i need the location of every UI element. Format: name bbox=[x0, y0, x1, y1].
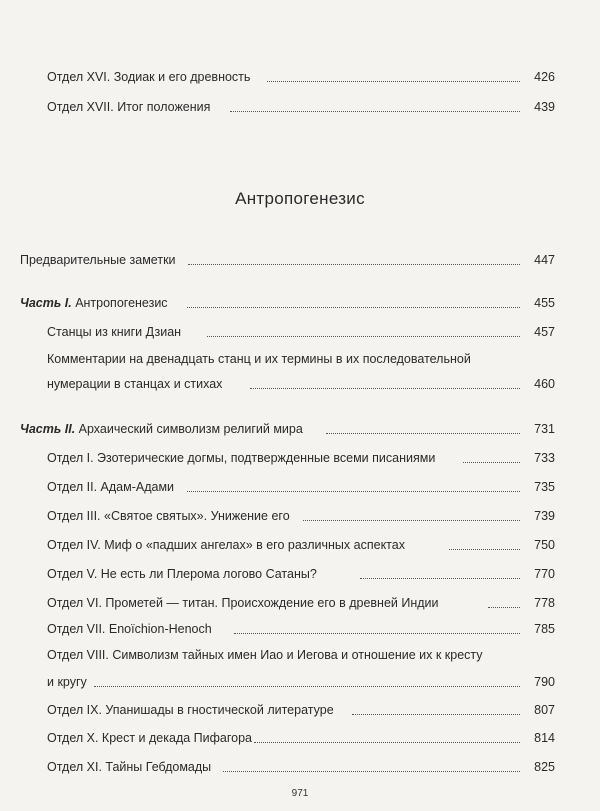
toc-entry-section-7 bbox=[0, 619, 600, 639]
toc-entry-section-3 bbox=[0, 506, 600, 526]
toc-page-number: 814 bbox=[534, 731, 555, 745]
toc-entry-section-4 bbox=[0, 535, 600, 555]
toc-entry-title: Отдел XVII. Итог положения bbox=[47, 100, 211, 114]
toc-page-number: 457 bbox=[534, 325, 555, 339]
toc-entry-first-line: Комментарии на двенадцать станц и их термины в их последовательной bbox=[47, 352, 471, 366]
toc-entry-title: Отдел VII. Enoïchion-Henoch bbox=[47, 622, 212, 636]
toc-page-number: 455 bbox=[534, 296, 555, 310]
toc-entry-title: Отдел I. Эзотерические догмы, подтвержденные всеми писаниями bbox=[47, 451, 436, 465]
dot-leader bbox=[187, 490, 520, 492]
toc-entry-section-2 bbox=[0, 477, 600, 497]
section-heading: Антропогенезис bbox=[235, 189, 365, 208]
toc-page-number: 750 bbox=[534, 538, 555, 552]
toc-entry-part-2 bbox=[0, 419, 600, 439]
dot-leader bbox=[360, 577, 520, 579]
dot-leader bbox=[326, 432, 520, 434]
dot-leader bbox=[250, 387, 520, 389]
toc-entry-stanzas bbox=[0, 322, 600, 342]
toc-entry-title: Отдел XI. Тайны Гебдомады bbox=[47, 760, 212, 774]
page-folio-number: 971 bbox=[291, 788, 309, 799]
part-label: Часть I. bbox=[20, 296, 72, 310]
dot-leader bbox=[352, 713, 520, 715]
toc-page-number: 733 bbox=[534, 451, 555, 465]
dot-leader bbox=[187, 306, 520, 308]
toc-entry-first-line: Отдел VIII. Символизм тайных имен Иао и Иегова и отношение их к кресту bbox=[47, 648, 483, 662]
toc-entry-section-16 bbox=[0, 67, 600, 87]
dot-leader bbox=[303, 519, 520, 521]
toc-page-number: 731 bbox=[534, 422, 555, 436]
toc-page-number: 770 bbox=[534, 567, 555, 581]
toc-entry-section-11 bbox=[0, 757, 600, 777]
toc-page-number: 735 bbox=[534, 480, 555, 494]
toc-page-number: 807 bbox=[534, 703, 555, 717]
toc-entry-section-8 bbox=[0, 672, 600, 692]
dot-leader bbox=[230, 110, 520, 112]
toc-page-number: 825 bbox=[534, 760, 555, 774]
dot-leader bbox=[223, 770, 520, 772]
toc-entry-title: и кругу bbox=[47, 675, 87, 689]
toc-page-number: 447 bbox=[534, 253, 555, 267]
dot-leader bbox=[254, 741, 520, 743]
toc-entry-commentaries bbox=[0, 374, 600, 394]
part-title: Антропогенезис bbox=[71, 296, 168, 310]
toc-page-number: 778 bbox=[534, 596, 555, 610]
toc-entry-title: Отдел VI. Прометей — титан. Происхождение его в древней Индии bbox=[47, 596, 439, 610]
dot-leader bbox=[449, 548, 520, 550]
toc-page-number: 426 bbox=[534, 70, 555, 84]
dot-leader bbox=[267, 80, 520, 82]
toc-entry-title: Отдел XVI. Зодиак и его древность bbox=[47, 70, 251, 84]
toc-entry-title bbox=[20, 419, 303, 439]
dot-leader bbox=[188, 263, 520, 265]
toc-entry-section-10 bbox=[0, 728, 600, 748]
toc-entry-section-17 bbox=[0, 97, 600, 117]
toc-entry-section-9 bbox=[0, 700, 600, 720]
toc-page-number: 460 bbox=[534, 377, 555, 391]
part-title: Архаический символизм религий мира bbox=[75, 422, 303, 436]
toc-entry-title: Отдел II. Адам-Адами bbox=[47, 480, 175, 494]
toc-entry-title: Отдел IV. Миф о «падших ангелах» в его различных аспектах bbox=[47, 538, 405, 552]
toc-page-number: 790 bbox=[534, 675, 555, 689]
toc-entry-preliminary-notes bbox=[0, 250, 600, 270]
toc-entry-title: нумерации в станцах и стихах bbox=[47, 377, 223, 391]
toc-entry-section-1 bbox=[0, 448, 600, 468]
toc-entry-section-6 bbox=[0, 593, 600, 613]
dot-leader bbox=[94, 685, 520, 687]
toc-entry-title bbox=[20, 293, 168, 313]
toc-entry-title: Отдел X. Крест и декада Пифагора bbox=[47, 731, 253, 745]
toc-page-number: 785 bbox=[534, 622, 555, 636]
toc-entry-title: Отдел V. Не есть ли Плерома логово Сатаны? bbox=[47, 567, 317, 581]
toc-entry-title: Отдел III. «Святое святых». Унижение его bbox=[47, 509, 290, 523]
dot-leader bbox=[207, 335, 520, 337]
toc-entry-title: Отдел IX. Упанишады в гностической литературе bbox=[47, 703, 334, 717]
part-label: Часть II. bbox=[20, 422, 76, 436]
dot-leader bbox=[463, 461, 520, 463]
toc-entry-title: Станцы из книги Дзиан bbox=[47, 325, 182, 339]
toc-entry-part-1 bbox=[0, 293, 600, 313]
dot-leader bbox=[488, 606, 520, 608]
toc-page-number: 739 bbox=[534, 509, 555, 523]
toc-entry-title: Предварительные заметки bbox=[20, 253, 176, 267]
toc-entry-section-5 bbox=[0, 564, 600, 584]
dot-leader bbox=[234, 632, 520, 634]
toc-page-number: 439 bbox=[534, 100, 555, 114]
